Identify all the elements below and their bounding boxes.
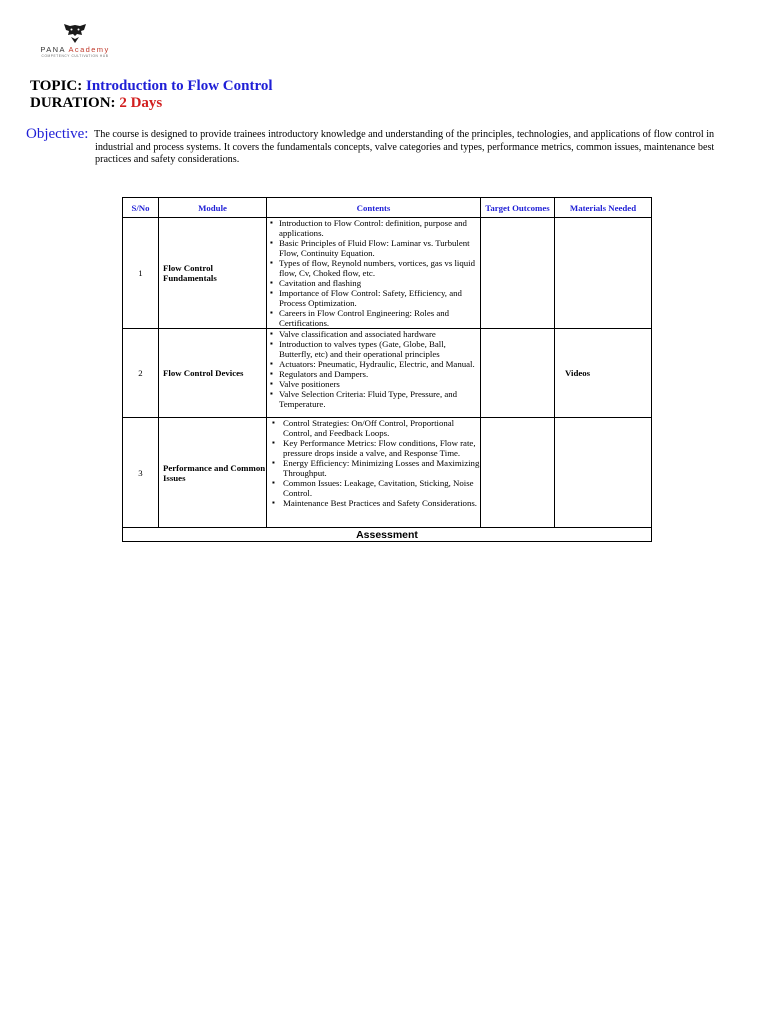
contents-item: ▪ Types of flow, Reynold numbers, vortices, gas vs liquid flow, Cv, Choked flow, etc.	[267, 258, 480, 278]
topic-label: TOPIC:	[30, 78, 83, 94]
contents-item: ▪ Importance of Flow Control: Safety, Efficiency, and Process Optimization.	[267, 288, 480, 308]
contents-item: ▪ Valve classification and associated hardware	[267, 329, 480, 339]
contents-item: ▪ Basic Principles of Fluid Flow: Laminar vs. Turbulent Flow, Continuity Equation.	[267, 238, 480, 258]
row-materials	[555, 218, 652, 329]
contents-item: ▪ Regulators and Dampers.	[267, 369, 480, 379]
row-materials: Videos	[555, 329, 652, 418]
course-outline-table	[122, 197, 652, 542]
objective-label: Objective:	[26, 126, 89, 142]
topic-line	[30, 78, 273, 95]
header-materials-needed: Materials Needed	[555, 198, 652, 218]
duration-line	[30, 95, 162, 112]
row-module: Flow Control Devices	[159, 329, 267, 418]
contents-item: ▪ Introduction to Flow Control: definition, purpose and applications.	[267, 218, 480, 238]
pana-academy-logo	[34, 22, 116, 66]
contents-item: ▪ Valve Selection Criteria: Fluid Type, Pressure, and Temperature.	[267, 389, 480, 409]
row-contents	[267, 418, 481, 528]
header-module: Module	[159, 198, 267, 218]
row-module: Flow Control Fundamentals	[159, 218, 267, 329]
contents-item: ▪ Careers in Flow Control Engineering: Roles and Certifications.	[267, 308, 480, 328]
lion-head-icon	[62, 22, 88, 44]
duration-label: DURATION:	[30, 95, 116, 111]
row-sno: 1	[123, 218, 159, 329]
row-sno: 2	[123, 329, 159, 418]
contents-item: ▪ Control Strategies: On/Off Control, Proportional Control, and Feedback Loops.	[267, 418, 480, 438]
objective-text: The course is designed to provide trainees introductory knowledge and understanding of the principles, technologies, and applications of flow control in industrial and process systems. It covers the fundamentals concepts, valve categories and types, performance metrics, common issues, maintenance best practices and safety considerations.	[94, 129, 715, 166]
contents-item: ▪ Actuators: Pneumatic, Hydraulic, Electric, and Manual.	[267, 359, 480, 369]
table-row	[123, 418, 652, 528]
header-sno: S/No	[123, 198, 159, 218]
assessment-label: Assessment	[123, 528, 652, 542]
header-contents: Contents	[267, 198, 481, 218]
contents-item: ▪ Maintenance Best Practices and Safety Considerations.	[267, 498, 480, 508]
contents-item: ▪ Valve positioners	[267, 379, 480, 389]
topic-value: Introduction to Flow Control	[85, 78, 273, 94]
table-row	[123, 218, 652, 329]
contents-item: ▪ Key Performance Metrics: Flow conditions, Flow rate, pressure drops inside a valve, and Response Time.	[267, 438, 480, 458]
logo-tagline: COMPETENCY CULTIVATION HUB	[41, 54, 109, 58]
assessment-row	[123, 528, 652, 542]
duration-value: 2 Days	[119, 95, 163, 111]
logo-wordmark: PANA Academy	[40, 45, 110, 54]
header-target-outcomes: Target Outcomes	[481, 198, 555, 218]
row-module: Performance and Common Issues	[159, 418, 267, 528]
row-target-outcomes	[481, 218, 555, 329]
contents-item: ▪ Energy Efficiency: Minimizing Losses and Maximizing Throughput.	[267, 458, 480, 478]
contents-item: ▪ Common Issues: Leakage, Cavitation, Sticking, Noise Control.	[267, 478, 480, 498]
row-materials	[555, 418, 652, 528]
row-sno: 3	[123, 418, 159, 528]
row-contents	[267, 329, 481, 418]
table-row	[123, 329, 652, 418]
table-header-row	[123, 198, 652, 218]
contents-item: ▪ Cavitation and flashing	[267, 278, 480, 288]
row-target-outcomes	[481, 418, 555, 528]
row-target-outcomes	[481, 329, 555, 418]
contents-item: ▪ Introduction to valves types (Gate, Globe, Ball, Butterfly, etc) and their operational principles	[267, 339, 480, 359]
row-contents	[267, 218, 481, 329]
